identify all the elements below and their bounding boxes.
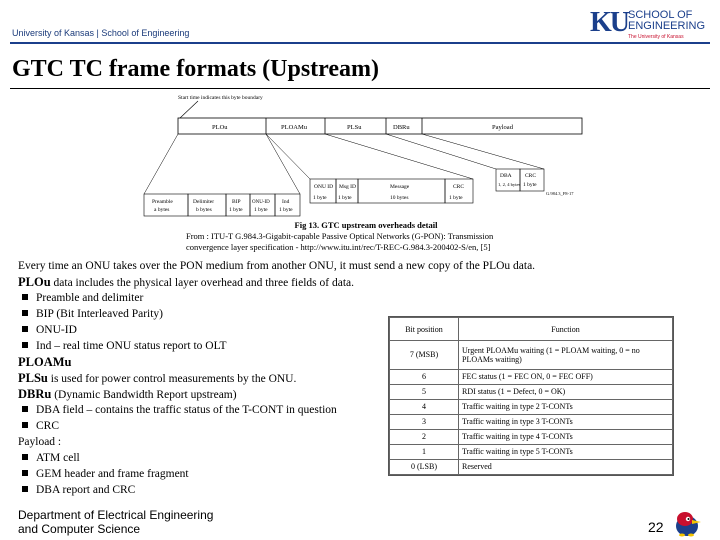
header-rule bbox=[10, 42, 710, 44]
table-cell: FEC status (1 = FEC ON, 0 = FEC OFF) bbox=[459, 369, 673, 384]
list-item bbox=[18, 482, 418, 498]
table-cell: 1 bbox=[390, 444, 459, 459]
dbru-label: DBRu bbox=[18, 387, 52, 401]
table-row bbox=[390, 429, 673, 444]
table-row bbox=[390, 459, 673, 474]
plou-preamble-size: a bytes bbox=[154, 207, 170, 213]
dbru-line bbox=[18, 386, 418, 402]
table-cell: Traffic waiting in type 3 T-CONTs bbox=[459, 414, 673, 429]
caption-title: Fig 13. GTC upstream overheads detail bbox=[294, 220, 438, 230]
payload-bullet-1: ATM cell bbox=[36, 452, 80, 464]
plou-delimiter-size: b bytes bbox=[196, 207, 212, 213]
ploamu-msgid-size: 1 byte bbox=[338, 195, 352, 201]
dbru-crc-size: 1 byte bbox=[523, 182, 537, 188]
plou-bullet-3: ONU-ID bbox=[36, 324, 77, 336]
footer-line1: Department of Electrical Engineering bbox=[18, 508, 214, 522]
diagram-ref: G.984.3_F8-17 bbox=[546, 191, 574, 196]
table-header-bit: Bit position bbox=[390, 318, 459, 341]
field-plsu: PLSu bbox=[347, 124, 362, 131]
payload-bullet-3: DBA report and CRC bbox=[36, 484, 136, 496]
plou-bullet-1: Preamble and delimiter bbox=[36, 292, 144, 304]
logo-sub: The University of Kansas bbox=[628, 34, 684, 40]
list-item bbox=[18, 418, 418, 434]
table-cell: RDI status (1 = Defect, 0 = OK) bbox=[459, 384, 673, 399]
dbru-parts bbox=[496, 169, 574, 196]
header-institution: University of Kansas | School of Engineering bbox=[12, 28, 190, 38]
table-header-function: Function bbox=[459, 318, 673, 341]
table-cell: 7 (MSB) bbox=[390, 341, 459, 370]
caption-line2: convergence layer specification - http://www.itu.int/rec/T-REC-G.984.3-200402-S/en, [5] bbox=[186, 242, 491, 252]
table-row bbox=[390, 399, 673, 414]
ploamu-onuid: ONU ID bbox=[314, 184, 334, 190]
payload-label: Payload : bbox=[18, 436, 62, 448]
table-cell: 5 bbox=[390, 384, 459, 399]
plou-parts bbox=[144, 194, 300, 216]
plsu-line bbox=[18, 370, 418, 386]
list-item bbox=[18, 466, 418, 482]
footer-line2: and Computer Science bbox=[18, 522, 141, 536]
ploamu-message: Message bbox=[390, 184, 410, 190]
plsu-label: PLSu bbox=[18, 371, 48, 385]
page-number: 22 bbox=[648, 519, 664, 535]
dbru-crc: CRC bbox=[525, 173, 537, 179]
plsu-text: is used for power control measurements by the ONU. bbox=[47, 373, 297, 385]
title-rule bbox=[10, 88, 710, 89]
logo-school-of: SCHOOL OF bbox=[628, 9, 693, 21]
ploamu-crc-size: 1 byte bbox=[449, 195, 463, 201]
list-item bbox=[18, 450, 418, 466]
dbru-bullet-2: CRC bbox=[36, 420, 60, 432]
table-cell: 2 bbox=[390, 429, 459, 444]
plou-line bbox=[18, 274, 618, 290]
ploamu-message-size: 10 bytes bbox=[390, 195, 409, 201]
plou-ind: Ind bbox=[282, 199, 290, 205]
slide-title: GTC TC frame formats (Upstream) bbox=[12, 56, 380, 82]
diagram-note-top: Start time indicates this byte boundary bbox=[178, 95, 263, 101]
table-cell: Urgent PLOAMu waiting (1 = PLOAM waiting, 0 = no PLOAMs waiting) bbox=[459, 341, 673, 370]
dbru-dba: DBA bbox=[500, 173, 512, 179]
plou-label: PLOu bbox=[18, 275, 51, 289]
figure-caption bbox=[186, 220, 546, 253]
table-row bbox=[390, 384, 673, 399]
footer-department bbox=[18, 508, 213, 536]
ploamu-crc: CRC bbox=[453, 184, 465, 190]
field-dbru: DBRu bbox=[393, 124, 410, 131]
table-cell: 0 (LSB) bbox=[390, 459, 459, 474]
list-item bbox=[18, 338, 418, 354]
plou-preamble: Preamble bbox=[152, 199, 173, 205]
plou-bip-size: 1 byte bbox=[229, 207, 243, 213]
logo-ku: KU bbox=[590, 7, 628, 38]
ploamu-line bbox=[18, 354, 418, 370]
plou-delimiter: Delimiter bbox=[193, 199, 215, 205]
plou-ind-size: 1 byte bbox=[279, 207, 293, 213]
plou-onuid: ONU-ID bbox=[252, 200, 270, 205]
table-cell: Traffic waiting in type 2 T-CONTs bbox=[459, 399, 673, 414]
plou-onuid-size: 1 byte bbox=[254, 207, 268, 213]
ku-engineering-logo bbox=[590, 8, 715, 42]
table-cell: 6 bbox=[390, 369, 459, 384]
plou-bip: BIP bbox=[232, 199, 241, 205]
table-cell: 4 bbox=[390, 399, 459, 414]
table-row bbox=[390, 369, 673, 384]
caption-line1: From : ITU-T G.984.3-Gigabit-capable Passive Optical Networks (G-PON): Transmission bbox=[186, 231, 494, 241]
table-header-row bbox=[390, 318, 673, 341]
field-payload: Payload bbox=[492, 124, 513, 131]
payload-bullet-2: GEM header and frame fragment bbox=[36, 468, 189, 480]
table-cell: Traffic waiting in type 5 T-CONTs bbox=[459, 444, 673, 459]
plou-bullet-4: Ind – real time ONU status report to OLT bbox=[36, 340, 227, 352]
ploamu-msgid: Msg ID bbox=[339, 184, 356, 190]
list-item bbox=[18, 290, 418, 306]
table-row bbox=[390, 341, 673, 370]
table-cell: Reserved bbox=[459, 459, 673, 474]
list-item bbox=[18, 306, 418, 322]
logo-school bbox=[628, 10, 705, 32]
field-plou: PLOu bbox=[212, 124, 228, 131]
jayhawk-icon bbox=[670, 508, 704, 538]
ploamu-parts bbox=[310, 179, 473, 203]
ploamu-label: PLOAMu bbox=[18, 355, 72, 369]
logo-engineering: ENGINEERING bbox=[628, 20, 706, 32]
ind-bit-table bbox=[388, 316, 674, 476]
list-item bbox=[18, 402, 418, 418]
field-ploamu: PLOAMu bbox=[281, 124, 308, 131]
dbru-bullet-1: DBA field – contains the traffic status of the T-CONT in question bbox=[36, 404, 337, 416]
intro-text: Every time an ONU takes over the PON medium from another ONU, it must send a new copy of the PLOu data. bbox=[18, 260, 536, 272]
plou-text: data includes the physical layer overhead and three fields of data. bbox=[50, 277, 355, 289]
gtc-upstream-diagram bbox=[140, 92, 590, 220]
table-cell: Traffic waiting in type 4 T-CONTs bbox=[459, 429, 673, 444]
list-item bbox=[18, 322, 418, 338]
dbru-text: (Dynamic Bandwidth Report upstream) bbox=[51, 389, 237, 401]
plou-bullet-2: BIP (Bit Interleaved Parity) bbox=[36, 308, 163, 320]
dbru-dba-size: 1, 2, 4 bytes bbox=[498, 182, 521, 187]
table-row bbox=[390, 444, 673, 459]
table-cell: 3 bbox=[390, 414, 459, 429]
ploamu-onuid-size: 1 byte bbox=[313, 195, 327, 201]
table-row bbox=[390, 414, 673, 429]
